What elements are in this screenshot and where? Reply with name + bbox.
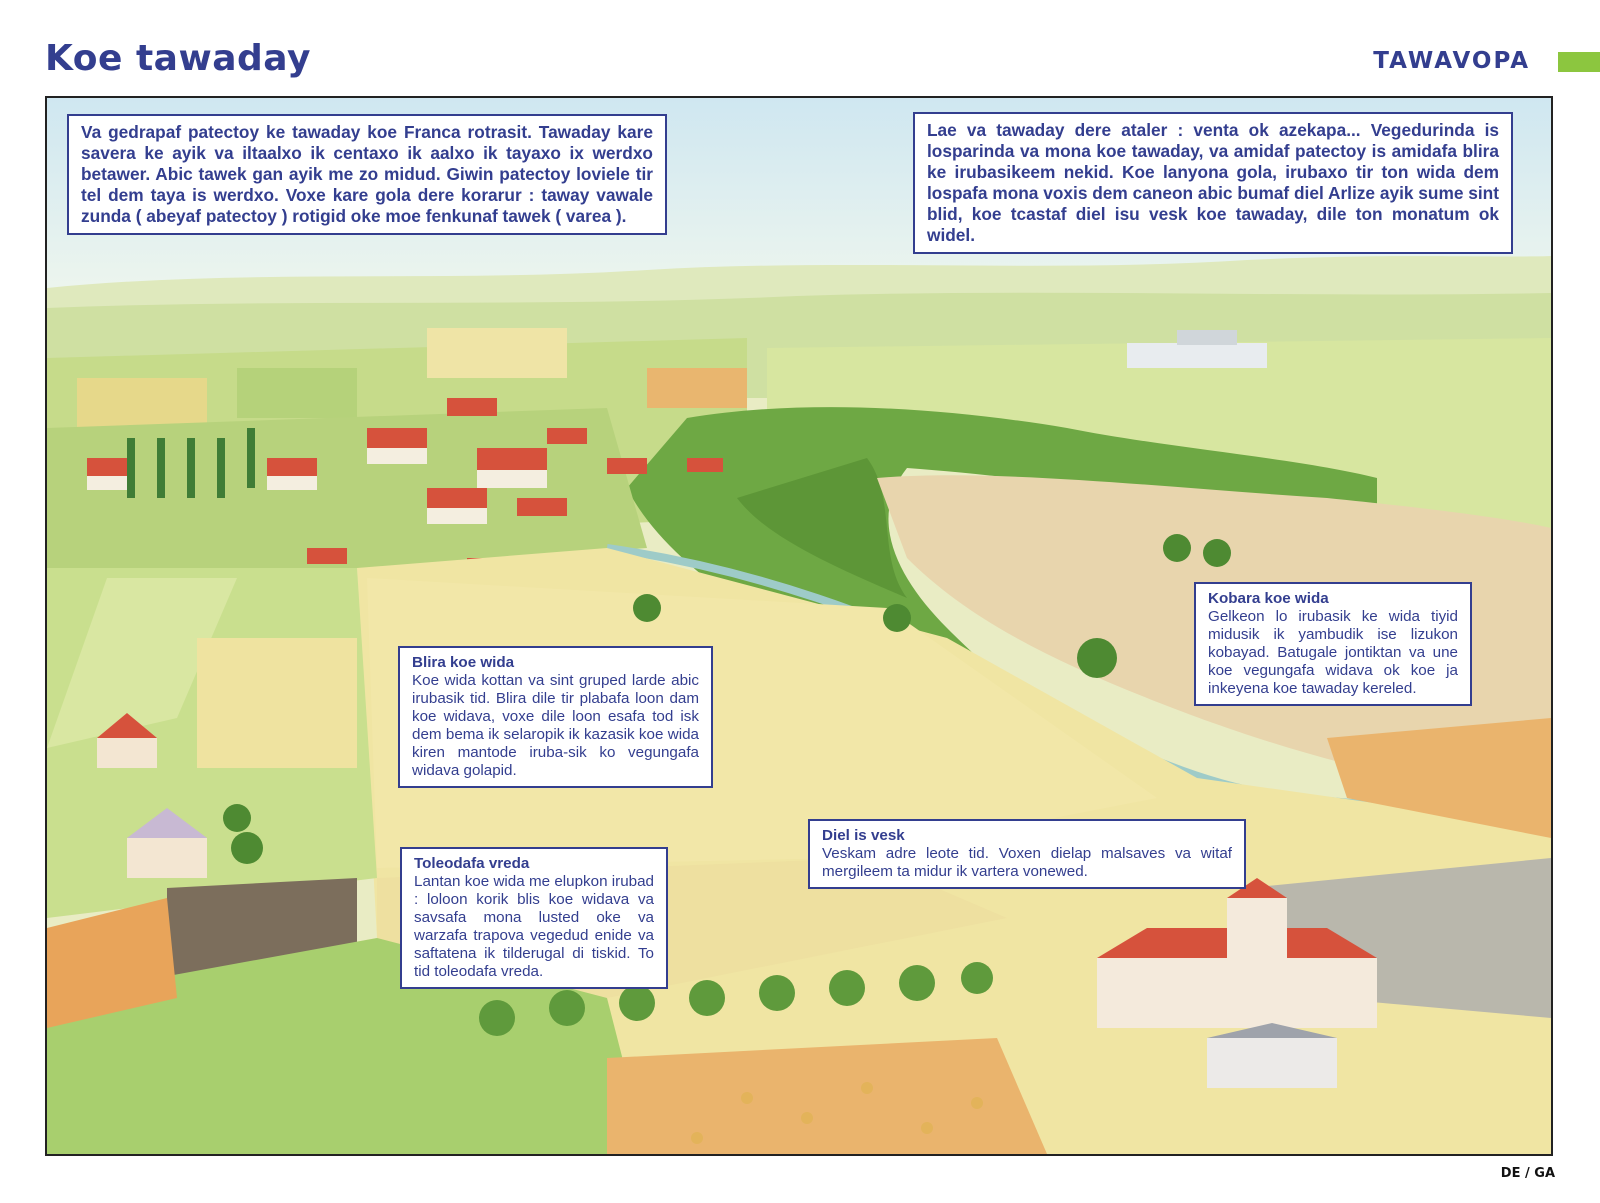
callout-kobara-text: Gelkeon lo irubasik ke wida tiyid midusik ik yambudik ise lizukon kobayad. Batugale jontiktan va une koe vegungafa widava ok koe ja inkeyena koe tawaday kereled. (1208, 608, 1458, 697)
callout-diel (808, 819, 1246, 889)
callout-diel-text: Veskam adre leote tid. Voxen dielap malsaves va witaf mergileem ta midur ik vartera vonewed. (822, 845, 1232, 880)
illustration-frame (45, 96, 1553, 1156)
callout-blira-title: Blira koe wida (412, 654, 515, 671)
callout-toleodafa-title: Toleodafa vreda (414, 855, 530, 872)
callout-blira (398, 646, 713, 788)
callout-kobara (1194, 582, 1472, 706)
callout-blira-text: Koe wida kottan va sint gruped larde abic irubasik tid. Blira dile tir plabafa loon dam koe widava, voxe dile loon esafa tod isk dem bema ik selaropik ik kazasik koe wida kiren mantode iruba-sik ko vegungafa widava golapid. (412, 672, 699, 779)
callout-toleodafa-text: Lantan koe wida me elupkon irubad : loloon korik blis koe widava va savsafa mona lusted oke va warzafa trapova vegedud enide va saftatena ik tilderugal di tiskid. To tid toleodafa vreda. (414, 873, 654, 980)
intro-right-text: Lae va tawaday dere ataler : venta ok azekapa... Vegedurinda is losparinda va mona koe tawaday, va amidaf patectoy is amidafa blira ke irubasikeem nekid. Koe lanyona gola, irubaxo tir ton wida dem lospafa mona voxis dem caneon abic bumaf diel Arlize ayik sume sint blid, koe tcastaf diel isu vesk koe tawaday, dile ton monatum ok widel. (927, 120, 1499, 245)
callout-diel-title: Diel is vesk (822, 827, 905, 844)
page-title: Koe tawaday (45, 38, 311, 79)
callout-toleodafa (400, 847, 668, 989)
intro-left-box (67, 114, 667, 235)
intro-left-text: Va gedrapaf patectoy ke tawaday koe Franca rotrasit. Tawaday kare savera ke ayik va iltaalxo ik centaxo ik aalxo ik tayaxo ix werdxo betawer. Abic tawek gan ayik me zo midud. Giwin patectoy loviele tir tel dem taya is werdxo. Voxe kare gola dere korarur : taway vawale zunda ( abeyaf patectoy ) rotigid oke moe fenkunaf tawek ( varea ). (81, 122, 653, 226)
callout-kobara-title: Kobara koe wida (1208, 590, 1329, 607)
footer-language-code: DE / GA (1500, 1166, 1555, 1181)
section-accent-bar (1558, 52, 1600, 72)
section-label: TAWAVOPA (1373, 48, 1530, 74)
intro-right-box (913, 112, 1513, 254)
